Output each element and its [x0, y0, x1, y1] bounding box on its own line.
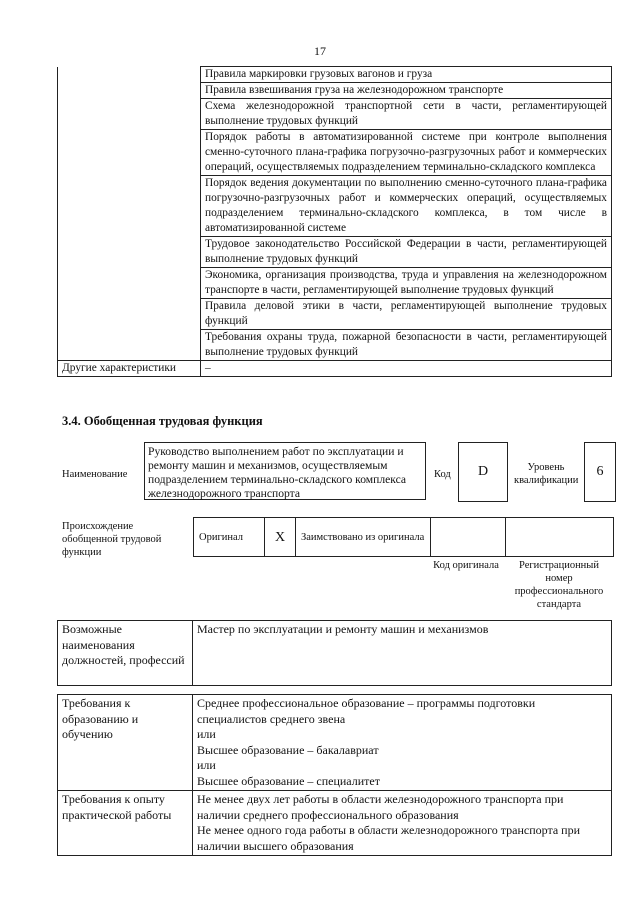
name-label: Наименование: [62, 469, 128, 480]
table-row: [58, 695, 612, 791]
requirements-table: [57, 694, 612, 856]
table-row: [58, 361, 612, 377]
positions-label: Возможные наименования должностей, профессий: [58, 621, 193, 686]
code-label: Код: [434, 469, 451, 480]
table-cell: Правила деловой этики в части, регламентирующей выполнение трудовых функций: [201, 299, 612, 330]
origin-table: [193, 517, 614, 557]
table-row: [58, 791, 612, 856]
education-label: Требования к образованию и обучению: [58, 695, 193, 791]
code-value: D: [458, 442, 508, 502]
experience-line: Не менее одного года работы в области железнодорожного транспорта при наличии высшего образования: [197, 823, 581, 853]
reg-number-label: Регистрационный номер профессионального стандарта: [514, 560, 604, 610]
education-line: или: [197, 727, 216, 741]
section-title: 3.4. Обобщенная трудовая функция: [62, 414, 263, 428]
code-original-cell: [431, 518, 506, 557]
code-original-label: Код оригинала: [433, 560, 499, 571]
education-line: Высшее образование – специалитет: [197, 773, 380, 788]
original-label: Оригинал: [194, 518, 265, 557]
experience-label: Требования к опыту практической работы: [58, 791, 193, 856]
borrowed-label: Заимствовано из оригинала: [296, 518, 431, 557]
education-line: или: [197, 758, 216, 772]
original-mark: X: [265, 518, 296, 557]
table-row: [58, 67, 612, 83]
table-cell: Экономика, организация производства, труда и управления на железнодорожном транспорте в части, регламентирующей выполнение трудовых функций: [201, 268, 612, 299]
positions-value: Мастер по эксплуатации и ремонту машин и механизмов: [193, 621, 612, 686]
table-cell: Схема железнодорожной транспортной сети в части, регламентирующей выполнение трудовых функций: [201, 99, 612, 130]
other-characteristics-label: Другие характеристики: [58, 361, 201, 377]
table-cell: Требования охраны труда, пожарной безопасности в части, регламентирующей выполнение трудовых функций: [201, 330, 612, 361]
table-cell: Правила взвешивания груза на железнодорожном транспорте: [201, 83, 612, 99]
level-label: Уровень квалификации: [514, 462, 579, 486]
other-characteristics-value: –: [201, 361, 612, 377]
origin-label: Происхождение обобщенной трудовой функции: [62, 521, 162, 558]
reg-number-cell: [506, 518, 614, 557]
table-cell: Трудовое законодательство Российской Федерации в части, регламентирующей выполнение трудовых функций: [201, 237, 612, 268]
page-number: 17: [314, 44, 326, 58]
level-value: 6: [584, 442, 616, 502]
education-line: Высшее образование – бакалавриат: [197, 742, 379, 757]
table-cell: Порядок работы в автоматизированной системе при контроле выполнения сменно-суточного плана-графика погрузочно-разгрузочных работ и коммерческих операций, осуществляемых подразделением терминально-складского комплекса: [201, 130, 612, 176]
function-name-box: Руководство выполнением работ по эксплуатации и ремонту машин и механизмов, осуществляемым подразделением терминально-складского комплекса железнодорожного транспорта: [144, 442, 426, 500]
positions-table: [57, 620, 612, 686]
table-cell: Правила маркировки грузовых вагонов и груза: [201, 67, 612, 83]
education-line: Среднее профессиональное образование – программы подготовки специалистов среднего звена: [197, 696, 536, 726]
knowledge-table: [57, 66, 612, 377]
experience-line: Не менее двух лет работы в области железнодорожного транспорта при наличии среднего профессионального образования: [197, 792, 564, 822]
table-cell: Порядок ведения документации по выполнению сменно-суточного плана-графика погрузочно-разгрузочных работ и коммерческих операций, осуществляемых подразделением терминально-складского комплекса, в том числе в автоматизированной системе: [201, 176, 612, 237]
